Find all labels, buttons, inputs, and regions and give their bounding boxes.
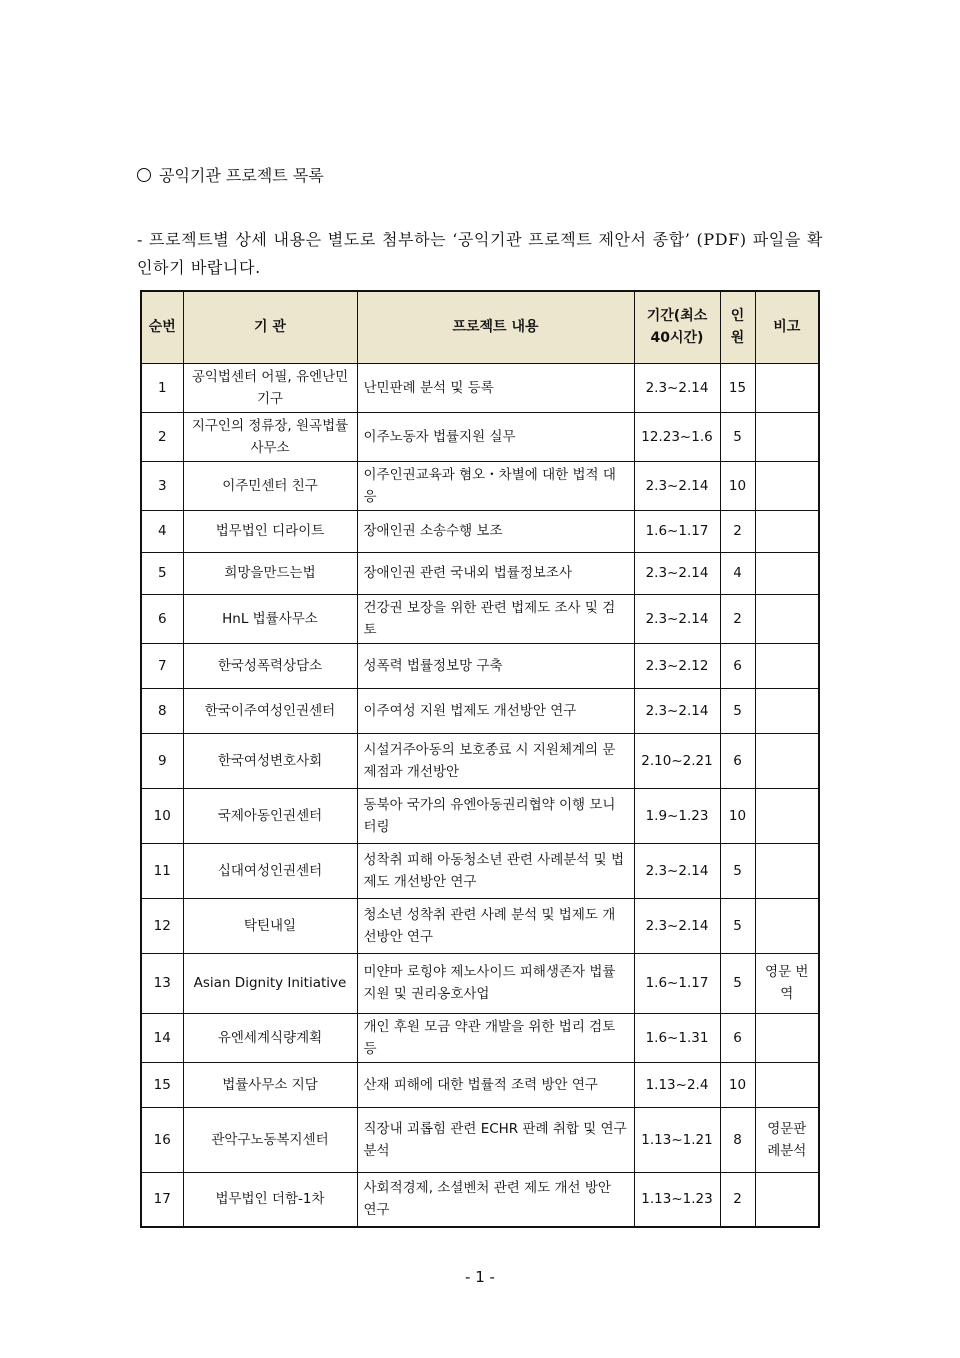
cell-content: 장애인권 소송수행 보조 [357, 510, 634, 552]
cell-people: 6 [720, 733, 755, 788]
cell-no: 9 [141, 733, 183, 788]
cell-note [755, 510, 819, 552]
header-no: 순번 [141, 291, 183, 363]
cell-content: 산재 피해에 대한 법률적 조력 방안 연구 [357, 1062, 634, 1107]
cell-org: 한국여성변호사회 [183, 733, 357, 788]
cell-org: 한국이주여성인권센터 [183, 688, 357, 733]
table-row [141, 1013, 819, 1062]
cell-no: 1 [141, 363, 183, 412]
cell-content: 이주여성 지원 법제도 개선방안 연구 [357, 688, 634, 733]
cell-no: 12 [141, 898, 183, 953]
cell-period: 1.13~1.23 [634, 1172, 720, 1227]
cell-content: 이주인권교육과 혐오・차별에 대한 법적 대응 [357, 461, 634, 510]
cell-people: 6 [720, 643, 755, 688]
table-row [141, 733, 819, 788]
cell-people: 10 [720, 461, 755, 510]
table-row [141, 1172, 819, 1227]
cell-no: 16 [141, 1107, 183, 1172]
cell-period: 1.6~1.17 [634, 953, 720, 1013]
cell-period: 2.3~2.14 [634, 552, 720, 594]
cell-note [755, 643, 819, 688]
cell-content: 건강권 보장을 위한 관련 법제도 조사 및 검토 [357, 594, 634, 643]
cell-people: 5 [720, 412, 755, 461]
cell-note [755, 733, 819, 788]
cell-note [755, 552, 819, 594]
cell-note [755, 363, 819, 412]
table-row [141, 898, 819, 953]
header-content: 프로젝트 내용 [357, 291, 634, 363]
table-row [141, 643, 819, 688]
cell-content: 난민판례 분석 및 등록 [357, 363, 634, 412]
cell-people: 4 [720, 552, 755, 594]
table-row [141, 1062, 819, 1107]
cell-note: 영문판 례분석 [755, 1107, 819, 1172]
cell-org: 국제아동인권센터 [183, 788, 357, 843]
cell-people: 2 [720, 1172, 755, 1227]
cell-no: 14 [141, 1013, 183, 1062]
cell-org: Asian Dignity Initiative [183, 953, 357, 1013]
cell-org: 희망을만드는법 [183, 552, 357, 594]
cell-org: 법률사무소 지담 [183, 1062, 357, 1107]
cell-content: 직장내 괴롭힘 관련 ECHR 판례 취합 및 연구분석 [357, 1107, 634, 1172]
cell-note [755, 594, 819, 643]
cell-no: 15 [141, 1062, 183, 1107]
cell-period: 1.9~1.23 [634, 788, 720, 843]
section-heading-text: 공익기관 프로젝트 목록 [159, 166, 324, 185]
cell-org: 유엔세계식량계획 [183, 1013, 357, 1062]
cell-org: 법무법인 더함-1차 [183, 1172, 357, 1227]
cell-note [755, 1013, 819, 1062]
cell-org: 탁틴내일 [183, 898, 357, 953]
cell-note [755, 412, 819, 461]
cell-people: 10 [720, 1062, 755, 1107]
table-row [141, 552, 819, 594]
cell-period: 2.3~2.14 [634, 594, 720, 643]
table-row [141, 594, 819, 643]
cell-people: 8 [720, 1107, 755, 1172]
cell-period: 1.13~1.21 [634, 1107, 720, 1172]
cell-people: 15 [720, 363, 755, 412]
cell-note [755, 1172, 819, 1227]
cell-org: 지구인의 정류장, 원곡법률사무소 [183, 412, 357, 461]
intro-paragraph: - 프로젝트별 상세 내용은 별도로 첨부하는 ‘공익기관 프로젝트 제안서 종합’ (PDF) 파일을 확인하기 바랍니다. [137, 230, 823, 277]
table-row [141, 788, 819, 843]
cell-content: 장애인권 관련 국내외 법률정보조사 [357, 552, 634, 594]
cell-content: 미얀마 로힝야 제노사이드 피해생존자 법률지원 및 권리옹호사업 [357, 953, 634, 1013]
cell-people: 2 [720, 510, 755, 552]
header-org: 기 관 [183, 291, 357, 363]
cell-content: 시설거주아동의 보호종료 시 지원체계의 문제점과 개선방안 [357, 733, 634, 788]
cell-note: 영문 번역 [755, 953, 819, 1013]
cell-no: 10 [141, 788, 183, 843]
cell-note [755, 788, 819, 843]
cell-period: 1.6~1.31 [634, 1013, 720, 1062]
cell-no: 2 [141, 412, 183, 461]
cell-note [755, 843, 819, 898]
cell-org: 공익법센터 어필, 유엔난민기구 [183, 363, 357, 412]
cell-no: 8 [141, 688, 183, 733]
cell-no: 13 [141, 953, 183, 1013]
cell-org: HnL 법률사무소 [183, 594, 357, 643]
table-row [141, 1107, 819, 1172]
cell-content: 청소년 성착취 관련 사례 분석 및 법제도 개선방안 연구 [357, 898, 634, 953]
cell-period: 12.23~1.6 [634, 412, 720, 461]
cell-content: 동북아 국가의 유엔아동권리협약 이행 모니터링 [357, 788, 634, 843]
cell-people: 10 [720, 788, 755, 843]
cell-org: 관악구노동복지센터 [183, 1107, 357, 1172]
cell-period: 2.3~2.14 [634, 898, 720, 953]
cell-period: 2.3~2.14 [634, 843, 720, 898]
cell-content: 개인 후원 모금 약관 개발을 위한 법리 검토 등 [357, 1013, 634, 1062]
cell-period: 2.3~2.14 [634, 461, 720, 510]
table-row [141, 412, 819, 461]
cell-note [755, 688, 819, 733]
table-row [141, 461, 819, 510]
cell-no: 7 [141, 643, 183, 688]
cell-content: 이주노동자 법률지원 실무 [357, 412, 634, 461]
table-body [141, 363, 819, 1227]
cell-period: 1.13~2.4 [634, 1062, 720, 1107]
cell-people: 6 [720, 1013, 755, 1062]
cell-no: 4 [141, 510, 183, 552]
cell-note [755, 898, 819, 953]
cell-no: 17 [141, 1172, 183, 1227]
circle-bullet-icon [137, 168, 151, 182]
cell-note [755, 1062, 819, 1107]
cell-note [755, 461, 819, 510]
cell-people: 5 [720, 843, 755, 898]
section-heading [137, 163, 324, 186]
page-number: - 1 - [465, 1268, 495, 1286]
cell-no: 6 [141, 594, 183, 643]
cell-period: 2.3~2.14 [634, 688, 720, 733]
cell-no: 5 [141, 552, 183, 594]
cell-no: 11 [141, 843, 183, 898]
cell-content: 성착취 피해 아동청소년 관련 사례분석 및 법제도 개선방안 연구 [357, 843, 634, 898]
cell-period: 2.3~2.12 [634, 643, 720, 688]
table-row [141, 843, 819, 898]
table-header-row [141, 291, 819, 363]
project-table [140, 290, 820, 1228]
table-row [141, 363, 819, 412]
cell-org: 이주민센터 친구 [183, 461, 357, 510]
cell-content: 사회적경제, 소셜벤처 관련 제도 개선 방안 연구 [357, 1172, 634, 1227]
cell-no: 3 [141, 461, 183, 510]
cell-org: 한국성폭력상담소 [183, 643, 357, 688]
cell-people: 2 [720, 594, 755, 643]
header-period: 기간(최소 40시간) [634, 291, 720, 363]
table-row [141, 510, 819, 552]
cell-org: 법무법인 디라이트 [183, 510, 357, 552]
table-row [141, 688, 819, 733]
cell-people: 5 [720, 688, 755, 733]
cell-org: 십대여성인권센터 [183, 843, 357, 898]
cell-people: 5 [720, 898, 755, 953]
cell-period: 2.10~2.21 [634, 733, 720, 788]
cell-period: 1.6~1.17 [634, 510, 720, 552]
header-people: 인원 [720, 291, 755, 363]
cell-people: 5 [720, 953, 755, 1013]
header-note: 비고 [755, 291, 819, 363]
table-row [141, 953, 819, 1013]
cell-period: 2.3~2.14 [634, 363, 720, 412]
cell-content: 성폭력 법률정보망 구축 [357, 643, 634, 688]
